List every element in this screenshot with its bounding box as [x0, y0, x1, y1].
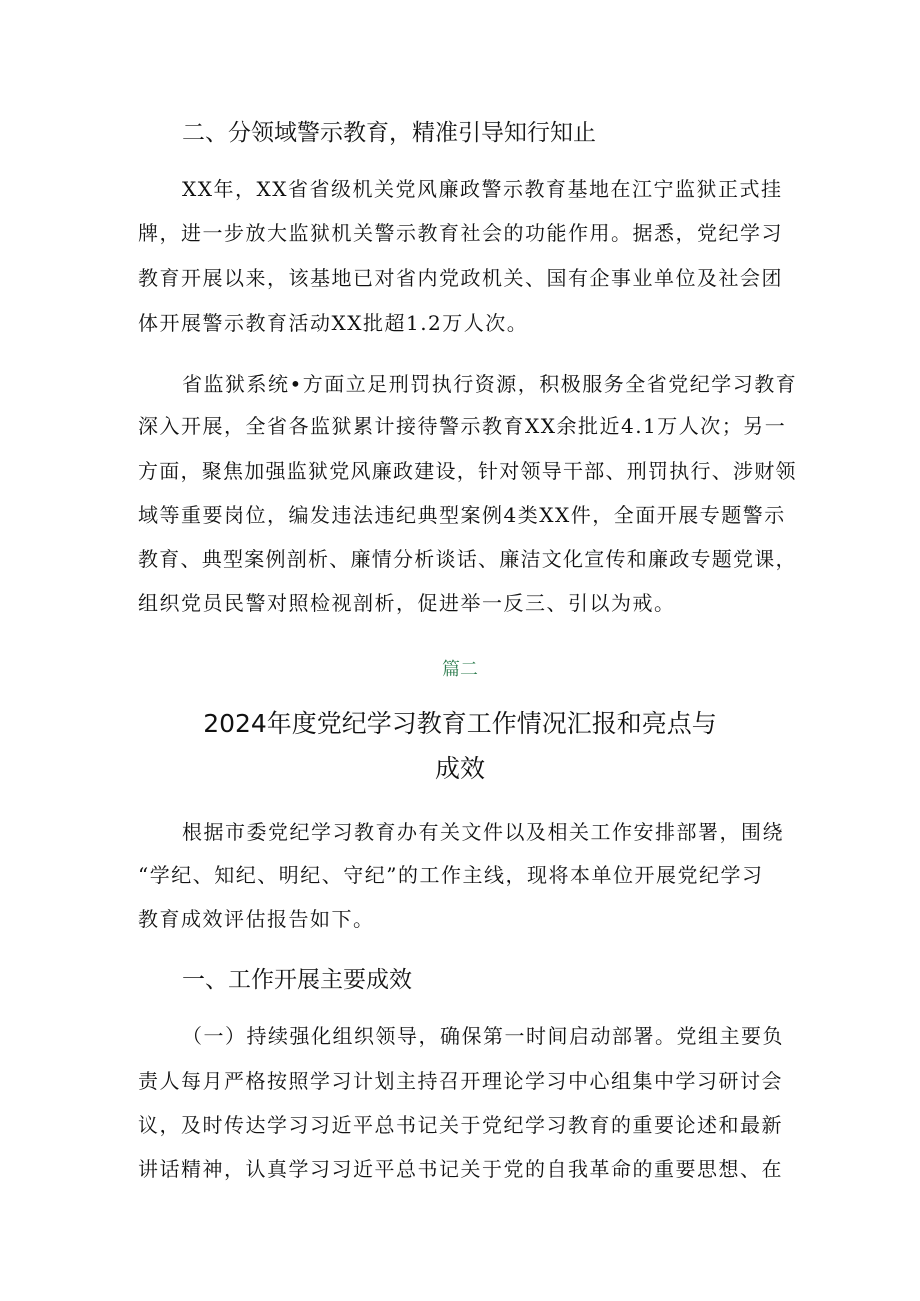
article-title-line-1: 2024年度党纪学习教育工作情况汇报和亮点与	[203, 709, 717, 738]
paragraph-line: 议，及时传达学习习近平总书记关于党纪学习教育的重要论述和最新	[138, 1113, 783, 1137]
section-heading: 二、分领域警示教育，精准引导知行知止	[182, 120, 596, 146]
paragraph-line: 域等重要岗位，编发违法违纪典型案例4类XX件，全面开展专题警示	[138, 503, 786, 527]
article-label: 篇二	[442, 659, 478, 680]
paragraph-line: XX年，XX省省级机关党风廉政警示教育基地在江宁监狱正式挂	[182, 177, 783, 201]
paragraph-line: 根据市委党纪学习教育办有关文件以及相关工作安排部署，围绕	[182, 820, 784, 844]
paragraph-line: （一）持续强化组织领导，确保第一时间启动部署。党组主要负	[182, 1024, 784, 1048]
paragraph-line: 教育、典型案例剖析、廉情分析谈话、廉洁文化宣传和廉政专题党课，	[138, 547, 797, 571]
paragraph-line: 讲话精神，认真学习习近平总书记关于党的自我革命的重要思想、在	[138, 1157, 783, 1181]
paragraph-line: 体开展警示教育活动XX批超1.2万人次。	[138, 311, 529, 335]
paragraph-line: 教育成效评估报告如下。	[138, 907, 375, 931]
paragraph-line: 教育开展以来，该基地已对省内党政机关、国有企事业单位及社会团	[138, 266, 783, 290]
section-heading: 一、工作开展主要成效	[182, 967, 412, 993]
paragraph-line: 责人每月严格按照学习计划主持召开理论学习中心组集中学习研讨会	[138, 1069, 783, 1093]
paragraph-line: 组织党员民警对照检视剖析，促进举一反三、引以为戒。	[138, 591, 676, 615]
article-title-line-2: 成效	[434, 754, 485, 783]
paragraph-line: 深入开展，全省各监狱累计接待警示教育XX余批近4.1万人次；另一	[138, 414, 787, 438]
paragraph-line: 方面，聚焦加强监狱党风廉政建设，针对领导干部、刑罚执行、涉财领	[138, 459, 797, 483]
paragraph-line: 省监狱系统•方面立足刑罚执行资源，积极服务全省党纪学习教育	[182, 372, 798, 396]
paragraph-line: 牌，进一步放大监狱机关警示教育社会的功能作用。据悉，党纪学习	[138, 221, 783, 245]
paragraph-line: “学纪、知纪、明纪、守纪”的工作主线，现将本单位开展党纪学习	[138, 863, 764, 887]
